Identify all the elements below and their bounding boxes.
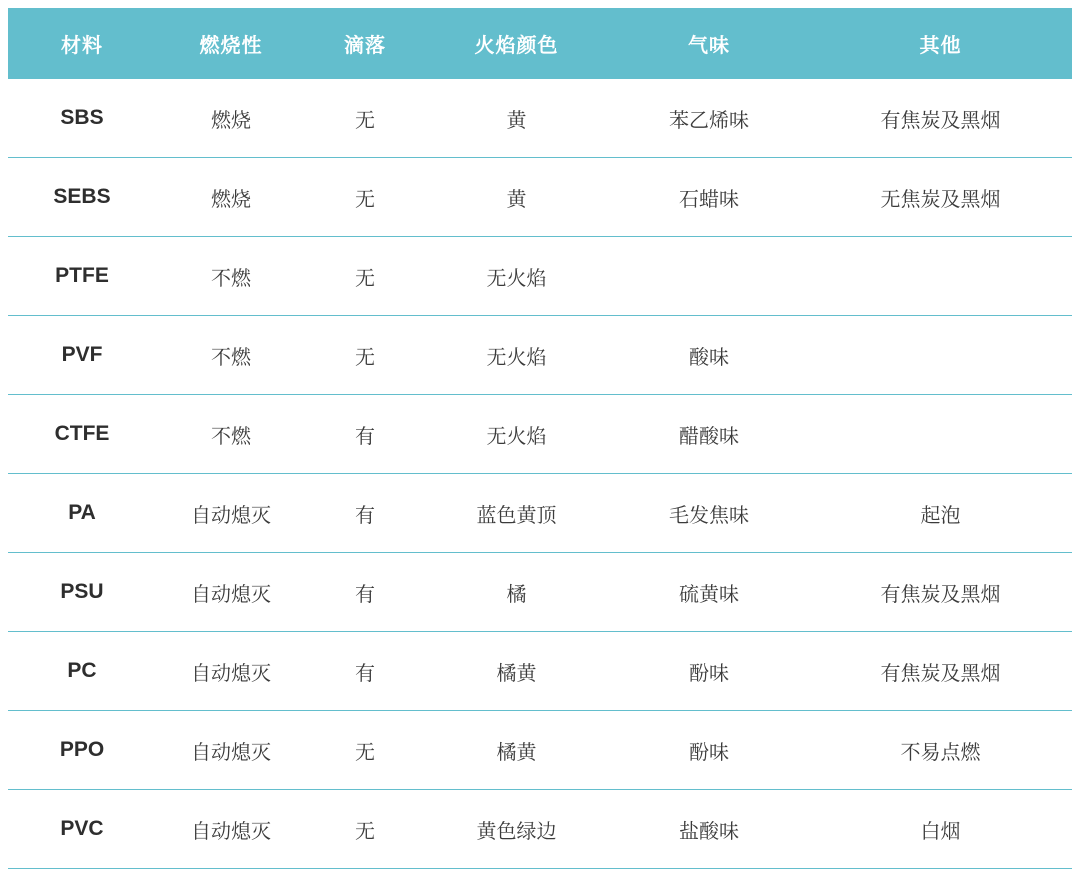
cell-combustibility: 自动熄灭 — [156, 711, 306, 790]
cell-other: 不易点燃 — [809, 711, 1072, 790]
cell-combustibility: 燃烧 — [156, 79, 306, 158]
material-burn-table — [8, 8, 1072, 869]
cell-flame-color: 蓝色黄顶 — [424, 474, 609, 553]
cell-combustibility: 自动熄灭 — [156, 553, 306, 632]
table-row — [8, 237, 1072, 316]
cell-flame-color: 橘黄 — [424, 711, 609, 790]
column-header-dripping: 滴落 — [306, 8, 424, 79]
cell-material: CTFE — [8, 395, 156, 474]
cell-material: PVF — [8, 316, 156, 395]
cell-flame-color: 黄色绿边 — [424, 790, 609, 869]
cell-odor: 醋酸味 — [609, 395, 809, 474]
table-row — [8, 474, 1072, 553]
cell-odor: 石蜡味 — [609, 158, 809, 237]
cell-flame-color: 无火焰 — [424, 316, 609, 395]
cell-flame-color: 橘黄 — [424, 632, 609, 711]
header-row — [8, 8, 1072, 79]
table-row — [8, 711, 1072, 790]
cell-material: PTFE — [8, 237, 156, 316]
cell-dripping: 有 — [306, 553, 424, 632]
cell-flame-color: 橘 — [424, 553, 609, 632]
cell-combustibility: 燃烧 — [156, 158, 306, 237]
table-row — [8, 395, 1072, 474]
cell-other: 无焦炭及黑烟 — [809, 158, 1072, 237]
cell-other: 白烟 — [809, 790, 1072, 869]
cell-other: 有焦炭及黑烟 — [809, 79, 1072, 158]
cell-odor: 苯乙烯味 — [609, 79, 809, 158]
cell-combustibility: 自动熄灭 — [156, 790, 306, 869]
cell-other: 起泡 — [809, 474, 1072, 553]
table-row — [8, 158, 1072, 237]
cell-material: PPO — [8, 711, 156, 790]
table-row — [8, 790, 1072, 869]
cell-odor: 酚味 — [609, 711, 809, 790]
cell-odor — [609, 237, 809, 316]
cell-material: PVC — [8, 790, 156, 869]
cell-combustibility: 不燃 — [156, 237, 306, 316]
column-header-other: 其他 — [809, 8, 1072, 79]
cell-combustibility: 自动熄灭 — [156, 632, 306, 711]
column-header-material: 材料 — [8, 8, 156, 79]
cell-material: PA — [8, 474, 156, 553]
cell-odor: 酸味 — [609, 316, 809, 395]
cell-material: PC — [8, 632, 156, 711]
cell-material: PSU — [8, 553, 156, 632]
cell-flame-color: 黄 — [424, 79, 609, 158]
cell-odor: 盐酸味 — [609, 790, 809, 869]
cell-other: 有焦炭及黑烟 — [809, 553, 1072, 632]
cell-dripping: 无 — [306, 790, 424, 869]
cell-odor: 酚味 — [609, 632, 809, 711]
cell-flame-color: 无火焰 — [424, 395, 609, 474]
cell-dripping: 无 — [306, 79, 424, 158]
table-row — [8, 632, 1072, 711]
table-body — [8, 79, 1072, 869]
table-row — [8, 79, 1072, 158]
cell-dripping: 无 — [306, 237, 424, 316]
cell-flame-color: 黄 — [424, 158, 609, 237]
cell-odor: 毛发焦味 — [609, 474, 809, 553]
cell-odor: 硫黄味 — [609, 553, 809, 632]
cell-dripping: 无 — [306, 158, 424, 237]
cell-material: SEBS — [8, 158, 156, 237]
column-header-combustibility: 燃烧性 — [156, 8, 306, 79]
cell-dripping: 无 — [306, 711, 424, 790]
column-header-flame-color: 火焰颜色 — [424, 8, 609, 79]
cell-flame-color: 无火焰 — [424, 237, 609, 316]
cell-material: SBS — [8, 79, 156, 158]
cell-combustibility: 不燃 — [156, 316, 306, 395]
cell-dripping: 有 — [306, 632, 424, 711]
cell-dripping: 无 — [306, 316, 424, 395]
cell-other — [809, 316, 1072, 395]
table-row — [8, 553, 1072, 632]
column-header-odor: 气味 — [609, 8, 809, 79]
table-header — [8, 8, 1072, 79]
table-row — [8, 316, 1072, 395]
cell-other — [809, 395, 1072, 474]
cell-other — [809, 237, 1072, 316]
cell-other: 有焦炭及黑烟 — [809, 632, 1072, 711]
cell-dripping: 有 — [306, 395, 424, 474]
cell-combustibility: 不燃 — [156, 395, 306, 474]
cell-dripping: 有 — [306, 474, 424, 553]
cell-combustibility: 自动熄灭 — [156, 474, 306, 553]
